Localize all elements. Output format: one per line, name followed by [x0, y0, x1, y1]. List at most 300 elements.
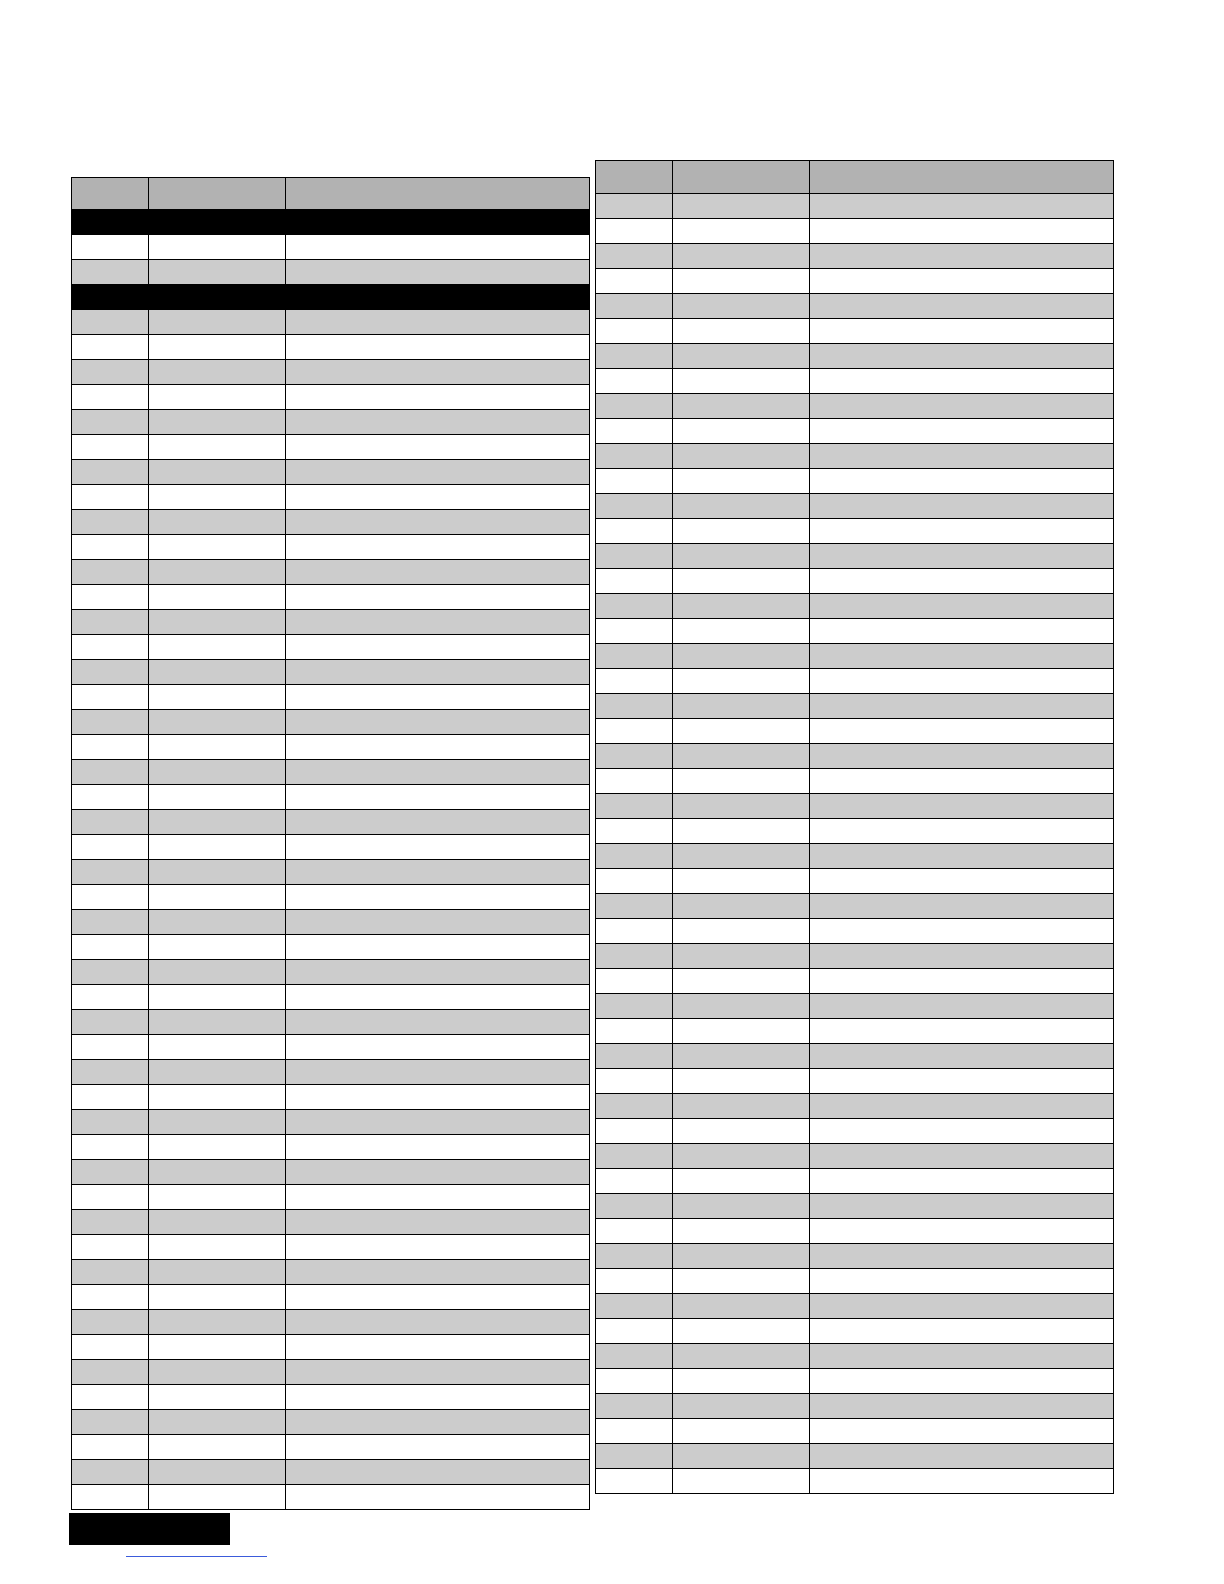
- table-cell: [286, 385, 590, 410]
- table-cell: [286, 810, 590, 835]
- table-cell: [673, 719, 810, 744]
- table-cell: [673, 1119, 810, 1144]
- table-row: [596, 1319, 1114, 1344]
- table-cell: [72, 410, 149, 435]
- table-row: [596, 1144, 1114, 1169]
- table-row: [72, 1185, 590, 1210]
- table-cell: [596, 644, 673, 669]
- table-cell: [810, 1219, 1114, 1244]
- table-cell: [286, 1435, 590, 1460]
- table-cell: [72, 1035, 149, 1060]
- table-cell: [673, 744, 810, 769]
- table-cell: [286, 985, 590, 1010]
- table-cell: [673, 1094, 810, 1119]
- table-cell: [72, 635, 149, 660]
- table-cell: [286, 1385, 590, 1410]
- table-cell: [810, 594, 1114, 619]
- table-cell: [286, 1035, 590, 1060]
- table-cell: [810, 669, 1114, 694]
- table-cell: [810, 1094, 1114, 1119]
- table-cell: [72, 360, 149, 385]
- left-table-body: [72, 178, 590, 1510]
- table-row: [596, 744, 1114, 769]
- table-cell: [149, 1460, 286, 1485]
- table-row: [596, 1094, 1114, 1119]
- table-cell: [286, 835, 590, 860]
- table-cell: [673, 469, 810, 494]
- table-row: [72, 1235, 590, 1260]
- table-row: [72, 1435, 590, 1460]
- footer-redaction-bar: [69, 1513, 230, 1545]
- table-cell: [596, 244, 673, 269]
- table-cell: [286, 635, 590, 660]
- table-row: [72, 1335, 590, 1360]
- table-row: [596, 1044, 1114, 1069]
- table-cell: [149, 760, 286, 785]
- table-cell: [596, 569, 673, 594]
- table-row: [596, 544, 1114, 569]
- table-header-row: [72, 178, 590, 210]
- table-row: [596, 1344, 1114, 1369]
- table-cell: [149, 710, 286, 735]
- table-cell: [286, 910, 590, 935]
- table-row: [596, 969, 1114, 994]
- table-cell: [673, 319, 810, 344]
- table-cell: [72, 210, 149, 235]
- table-cell: [673, 344, 810, 369]
- table-cell: [673, 794, 810, 819]
- table-row: [72, 785, 590, 810]
- table-row: [72, 585, 590, 610]
- table-cell: [810, 1294, 1114, 1319]
- table-cell: [286, 560, 590, 585]
- table-cell: [810, 794, 1114, 819]
- table-cell: [596, 844, 673, 869]
- section-row: [72, 210, 590, 235]
- table-cell: [149, 285, 286, 310]
- table-row: [72, 935, 590, 960]
- table-cell: [673, 1269, 810, 1294]
- table-cell: [673, 994, 810, 1019]
- table-cell: [810, 719, 1114, 744]
- table-cell: [596, 344, 673, 369]
- table-cell: [286, 685, 590, 710]
- table-cell: [149, 1385, 286, 1410]
- table-cell: [673, 494, 810, 519]
- table-cell: [149, 1185, 286, 1210]
- table-cell: [673, 1194, 810, 1219]
- table-cell: [286, 960, 590, 985]
- table-row: [72, 710, 590, 735]
- table-cell: [810, 469, 1114, 494]
- table-cell: [72, 510, 149, 535]
- table-cell: [673, 294, 810, 319]
- table-cell: [673, 1294, 810, 1319]
- table-cell: [72, 560, 149, 585]
- table-cell: [673, 919, 810, 944]
- table-cell: [72, 1210, 149, 1235]
- table-cell: [596, 1269, 673, 1294]
- table-row: [596, 919, 1114, 944]
- table-row: [596, 719, 1114, 744]
- footer-link[interactable]: [126, 1556, 267, 1557]
- table-cell: [596, 1219, 673, 1244]
- table-cell: [673, 594, 810, 619]
- table-cell: [149, 935, 286, 960]
- table-cell: [673, 1244, 810, 1269]
- table-row: [596, 444, 1114, 469]
- table-cell: [72, 1410, 149, 1435]
- table-cell: [810, 1344, 1114, 1369]
- table-row: [72, 985, 590, 1010]
- table-cell: [596, 1044, 673, 1069]
- table-cell: [286, 785, 590, 810]
- table-cell: [596, 1294, 673, 1319]
- table-cell: [673, 519, 810, 544]
- table-row: [72, 385, 590, 410]
- table-cell: [673, 619, 810, 644]
- table-cell: [72, 485, 149, 510]
- table-cell: [149, 985, 286, 1010]
- table-cell: [596, 519, 673, 544]
- table-cell: [673, 1144, 810, 1169]
- table-cell: [596, 419, 673, 444]
- table-cell: [810, 219, 1114, 244]
- table-cell: [596, 494, 673, 519]
- table-cell: [149, 1060, 286, 1085]
- table-cell: [149, 460, 286, 485]
- table-cell: [72, 1435, 149, 1460]
- table-cell: [149, 810, 286, 835]
- column-header: [810, 161, 1114, 194]
- table-cell: [810, 344, 1114, 369]
- column-header: [149, 178, 286, 210]
- table-cell: [149, 1160, 286, 1185]
- table-cell: [286, 1085, 590, 1110]
- table-cell: [149, 235, 286, 260]
- table-row: [596, 1119, 1114, 1144]
- table-cell: [596, 594, 673, 619]
- table-row: [72, 1060, 590, 1085]
- table-cell: [72, 1385, 149, 1410]
- table-cell: [72, 660, 149, 685]
- table-row: [596, 1469, 1114, 1494]
- table-header-row: [596, 161, 1114, 194]
- table-cell: [72, 310, 149, 335]
- table-cell: [72, 585, 149, 610]
- table-cell: [810, 244, 1114, 269]
- table-row: [72, 960, 590, 985]
- table-row: [596, 569, 1114, 594]
- table-row: [72, 1360, 590, 1385]
- table-cell: [810, 569, 1114, 594]
- table-cell: [286, 735, 590, 760]
- table-cell: [810, 1194, 1114, 1219]
- table-cell: [810, 869, 1114, 894]
- table-cell: [673, 944, 810, 969]
- table-cell: [286, 410, 590, 435]
- table-cell: [810, 944, 1114, 969]
- table-row: [72, 1385, 590, 1410]
- table-cell: [673, 1019, 810, 1044]
- table-cell: [149, 735, 286, 760]
- table-cell: [810, 819, 1114, 844]
- table-cell: [673, 869, 810, 894]
- table-row: [596, 1244, 1114, 1269]
- table-cell: [149, 1435, 286, 1460]
- table-row: [72, 735, 590, 760]
- table-cell: [673, 569, 810, 594]
- table-cell: [149, 510, 286, 535]
- table-cell: [596, 994, 673, 1019]
- table-cell: [286, 1485, 590, 1510]
- table-cell: [72, 1360, 149, 1385]
- table-cell: [286, 285, 590, 310]
- right-table-body: [596, 161, 1114, 1494]
- table-cell: [286, 1460, 590, 1485]
- table-cell: [810, 519, 1114, 544]
- table-row: [72, 1410, 590, 1435]
- table-row: [596, 944, 1114, 969]
- table-cell: [673, 1319, 810, 1344]
- table-row: [72, 1085, 590, 1110]
- table-cell: [596, 1019, 673, 1044]
- table-cell: [596, 1069, 673, 1094]
- table-cell: [149, 1210, 286, 1235]
- table-row: [596, 694, 1114, 719]
- table-cell: [286, 585, 590, 610]
- table-cell: [673, 1469, 810, 1494]
- table-cell: [810, 994, 1114, 1019]
- table-cell: [810, 544, 1114, 569]
- table-cell: [810, 644, 1114, 669]
- table-row: [596, 369, 1114, 394]
- table-cell: [72, 985, 149, 1010]
- table-row: [72, 360, 590, 385]
- table-row: [596, 194, 1114, 219]
- table-cell: [286, 1235, 590, 1260]
- table-cell: [596, 469, 673, 494]
- table-cell: [72, 1110, 149, 1135]
- table-cell: [286, 235, 590, 260]
- table-row: [596, 494, 1114, 519]
- table-cell: [149, 310, 286, 335]
- column-header: [72, 178, 149, 210]
- table-cell: [810, 494, 1114, 519]
- table-cell: [72, 1060, 149, 1085]
- table-cell: [149, 660, 286, 685]
- table-cell: [72, 960, 149, 985]
- table-cell: [596, 969, 673, 994]
- table-cell: [810, 694, 1114, 719]
- table-cell: [810, 844, 1114, 869]
- table-cell: [810, 1119, 1114, 1144]
- table-row: [72, 1160, 590, 1185]
- table-row: [596, 819, 1114, 844]
- table-row: [596, 1444, 1114, 1469]
- table-cell: [673, 194, 810, 219]
- table-cell: [596, 1394, 673, 1419]
- table-cell: [810, 394, 1114, 419]
- table-cell: [286, 1160, 590, 1185]
- table-cell: [72, 460, 149, 485]
- table-row: [596, 1069, 1114, 1094]
- table-cell: [673, 1044, 810, 1069]
- table-cell: [673, 644, 810, 669]
- table-cell: [673, 1219, 810, 1244]
- table-row: [596, 294, 1114, 319]
- table-cell: [596, 1419, 673, 1444]
- table-cell: [72, 335, 149, 360]
- table-cell: [149, 535, 286, 560]
- table-cell: [810, 1069, 1114, 1094]
- table-row: [72, 1010, 590, 1035]
- table-row: [596, 1294, 1114, 1319]
- table-cell: [673, 969, 810, 994]
- table-cell: [72, 910, 149, 935]
- table-cell: [286, 1135, 590, 1160]
- table-row: [72, 685, 590, 710]
- table-cell: [810, 744, 1114, 769]
- table-row: [596, 794, 1114, 819]
- table-cell: [596, 1319, 673, 1344]
- table-cell: [149, 785, 286, 810]
- table-cell: [673, 894, 810, 919]
- table-cell: [149, 385, 286, 410]
- table-row: [596, 1419, 1114, 1444]
- table-cell: [596, 1144, 673, 1169]
- table-cell: [286, 435, 590, 460]
- table-cell: [810, 619, 1114, 644]
- table-cell: [72, 610, 149, 635]
- table-cell: [673, 819, 810, 844]
- table-cell: [596, 719, 673, 744]
- table-cell: [149, 610, 286, 635]
- table-row: [72, 885, 590, 910]
- table-row: [596, 1019, 1114, 1044]
- table-row: [596, 894, 1114, 919]
- table-cell: [72, 1160, 149, 1185]
- table-row: [596, 869, 1114, 894]
- table-cell: [810, 194, 1114, 219]
- table-cell: [596, 769, 673, 794]
- table-cell: [810, 1394, 1114, 1419]
- table-cell: [286, 860, 590, 885]
- table-cell: [286, 1360, 590, 1385]
- table-row: [596, 594, 1114, 619]
- table-cell: [72, 1010, 149, 1035]
- table-row: [596, 1369, 1114, 1394]
- table-row: [72, 460, 590, 485]
- table-row: [596, 769, 1114, 794]
- table-cell: [72, 1135, 149, 1160]
- table-row: [596, 419, 1114, 444]
- table-cell: [596, 1119, 673, 1144]
- table-cell: [149, 585, 286, 610]
- table-cell: [286, 1210, 590, 1235]
- table-row: [72, 1035, 590, 1060]
- table-row: [596, 219, 1114, 244]
- table-cell: [72, 810, 149, 835]
- table-cell: [286, 510, 590, 535]
- table-cell: [286, 935, 590, 960]
- table-cell: [673, 419, 810, 444]
- table-cell: [149, 1285, 286, 1310]
- table-row: [596, 844, 1114, 869]
- table-cell: [673, 1369, 810, 1394]
- table-cell: [286, 210, 590, 235]
- table-row: [596, 344, 1114, 369]
- table-cell: [810, 294, 1114, 319]
- table-row: [72, 1485, 590, 1510]
- table-row: [72, 435, 590, 460]
- table-cell: [72, 1485, 149, 1510]
- table-row: [72, 910, 590, 935]
- table-cell: [149, 435, 286, 460]
- table-cell: [149, 210, 286, 235]
- table-cell: [286, 1260, 590, 1285]
- table-cell: [72, 710, 149, 735]
- table-cell: [286, 1285, 590, 1310]
- table-row: [72, 1460, 590, 1485]
- table-cell: [72, 1085, 149, 1110]
- table-cell: [149, 685, 286, 710]
- table-cell: [286, 1110, 590, 1135]
- table-cell: [149, 335, 286, 360]
- table-cell: [149, 835, 286, 860]
- table-row: [596, 1169, 1114, 1194]
- table-cell: [810, 1144, 1114, 1169]
- table-cell: [596, 1469, 673, 1494]
- table-cell: [149, 410, 286, 435]
- table-cell: [286, 360, 590, 385]
- table-cell: [72, 1235, 149, 1260]
- table-cell: [596, 944, 673, 969]
- table-cell: [149, 560, 286, 585]
- table-cell: [673, 394, 810, 419]
- table-cell: [286, 535, 590, 560]
- table-row: [596, 269, 1114, 294]
- table-cell: [810, 444, 1114, 469]
- table-cell: [72, 1285, 149, 1310]
- table-cell: [286, 1060, 590, 1085]
- table-cell: [596, 369, 673, 394]
- table-cell: [673, 369, 810, 394]
- table-cell: [673, 1344, 810, 1369]
- table-row: [596, 1219, 1114, 1244]
- table-cell: [810, 1319, 1114, 1344]
- table-cell: [149, 1010, 286, 1035]
- table-cell: [673, 1444, 810, 1469]
- table-cell: [673, 444, 810, 469]
- table-row: [72, 1135, 590, 1160]
- table-cell: [72, 1185, 149, 1210]
- table-cell: [596, 294, 673, 319]
- table-row: [596, 619, 1114, 644]
- table-cell: [149, 885, 286, 910]
- table-row: [72, 635, 590, 660]
- table-cell: [286, 1335, 590, 1360]
- table-cell: [810, 894, 1114, 919]
- table-row: [72, 1310, 590, 1335]
- table-row: [72, 235, 590, 260]
- table-cell: [810, 1169, 1114, 1194]
- table-row: [596, 994, 1114, 1019]
- table-cell: [72, 885, 149, 910]
- table-cell: [149, 860, 286, 885]
- table-cell: [149, 910, 286, 935]
- left-table: [71, 177, 590, 1510]
